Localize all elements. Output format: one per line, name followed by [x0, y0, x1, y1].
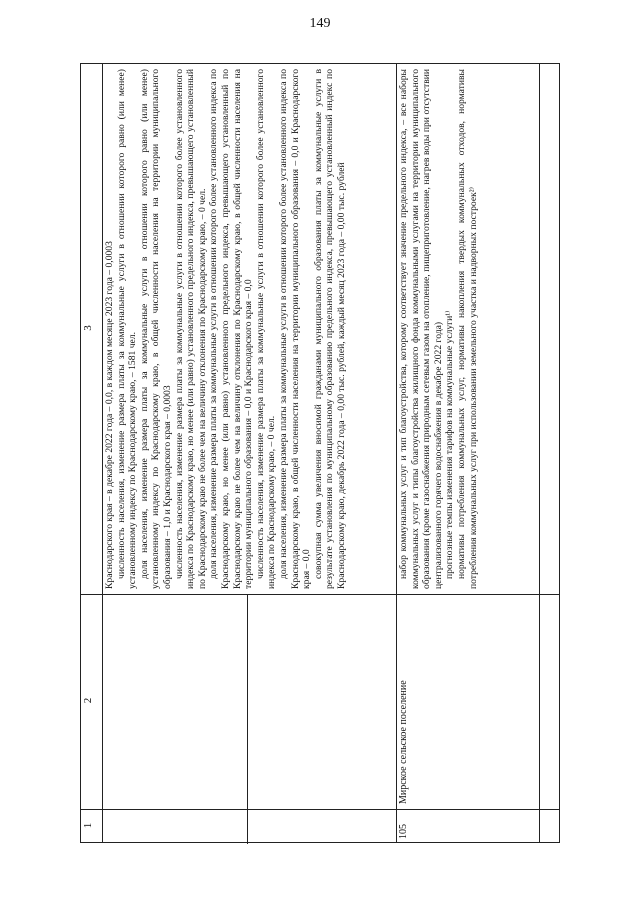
row105-paragraph: набор коммунальных услуг и тип благоустройства, которому соответствует значение предельного индекса, – все наборы коммунальных услуг и типы благоустройства жилищного фонда коммунальными услугами на территории муниципального образования (кроме газоснабжения природным сетевым газом на отопление, пищеприготовление, нагрев воды при отсутствии централизованного горячего водоснабжения в декабре 2022 года) — [398, 69, 444, 589]
row105-paragraph: нормативы потребления коммунальных услуг, нормативы накопления твердых коммунальных отходов, нормативы потребления коммунальных услуг при использовании земельного участка и надворных построек²⁾ — [455, 69, 479, 589]
cont-paragraph: доля населения, изменение размера платы за коммунальные услуги в отношении которого более установленного индекса по Краснодарскому краю, но менее (или равно) установленного предельного индекса, превышающего установленный по Краснодарскому краю не более чем на величину отклонения по Краснодарскому краю, в общей численности населения на территории муниципального образования – 0,0 и Краснодарского края – 0,0 — [208, 69, 255, 589]
continuation-cell — [104, 63, 394, 593]
row-number: 105 — [398, 824, 409, 839]
header-col1: 1 — [82, 822, 94, 829]
cont-paragraph: Краснодарского края – в декабре 2022 года – 0,0, в каждом месяце 2023 года – 0,0003 — [104, 241, 115, 589]
cont-paragraph: численность населения, изменение размера платы за коммунальные услуги в отношении которого более установленного индекса по Краснодарскому краю, – 0 чел. — [254, 69, 278, 589]
cont-paragraph: доля населения, изменение размера платы за коммунальные услуги в отношении которого равно (или менее) установленному индексу по Краснодарскому краю, в общей численности населения на территории муниципального образования – 1,0 и Краснодарского края – 0,0003 — [138, 69, 173, 589]
header-col2: 2 — [82, 697, 94, 704]
cont-paragraph: совокупная сумма увеличения вносимой гражданами муниципального образования платы за коммунальные услуги в результате установления по муниципальному образованию предельного индекса, превышающего установленный индекс по Краснодарскому краю, декабрь 2022 года – 0,00 тыс. рублей, каждый месяц 2023 года – 0,00 тыс. рублей — [312, 69, 347, 589]
cont-paragraph: доля населения, изменение размера платы за коммунальные услуги в отношении которого более установленного индекса по Краснодарскому краю, в общей численности населения на территории муниципального образования – 0,0 и Краснодарского края – 0,0 — [277, 69, 313, 589]
header-border — [102, 63, 103, 843]
header-col3: 3 — [82, 325, 94, 331]
page-number: 149 — [309, 16, 331, 31]
rotated-table-content — [80, 63, 560, 843]
row105-paragraph: прогнозные темпы изменения тарифов на коммунальные услуги¹⁾ — [444, 310, 456, 579]
cont-paragraph: численность населения, изменение размера платы за коммунальные услуги в отношении которого равно (или менее) установленному индексу по Краснодарскому краю, – 1581 чел. — [115, 69, 139, 589]
municipality-name: Мирское сельское поселение — [398, 680, 409, 804]
cont-paragraph: численность населения, изменение размера платы за коммунальные услуги в отношении которого более установленного индекса по Краснодарскому краю, но менее (или равно) установленного предельного индекса, превышающего установленный по Краснодарскому краю не более чем на величину отклонения по Краснодарскому краю, – 0 чел. — [173, 69, 208, 589]
row105-description — [398, 63, 558, 593]
row-border — [396, 63, 397, 843]
